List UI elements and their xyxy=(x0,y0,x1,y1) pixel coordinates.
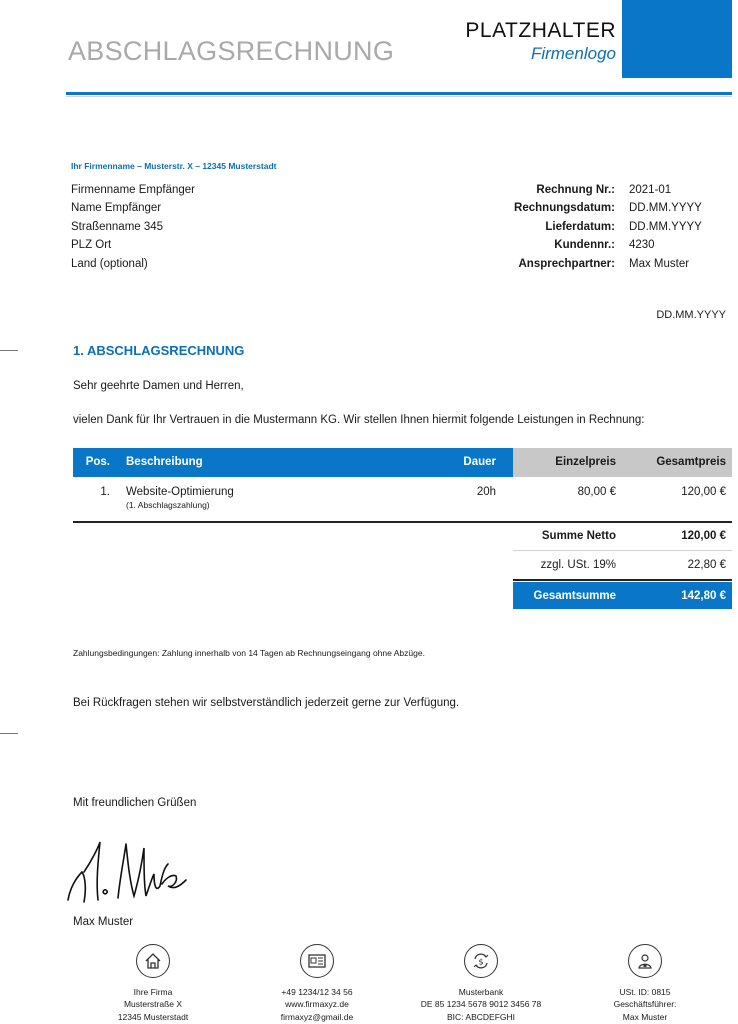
grand-total-bar xyxy=(513,582,732,609)
meta-value: Max Muster xyxy=(629,257,690,270)
total-label: Gesamtsumme xyxy=(533,589,616,602)
footer-line: www.firmaxyz.de xyxy=(285,999,349,1010)
meta-value: 4230 xyxy=(629,239,655,252)
meta-value: 2021-01 xyxy=(629,184,672,196)
invoice-heading: 1. ABSCHLAGSRECHNUNG xyxy=(73,343,245,358)
row-description-note: (1. Abschlagszahlung) xyxy=(126,500,210,510)
footer-line: Musterbank xyxy=(458,987,504,997)
meta-label: Rechnungsdatum: xyxy=(514,202,615,215)
recipient-line: Firmenname Empfänger xyxy=(71,184,195,196)
table-row xyxy=(73,477,732,511)
header-pos: Pos. xyxy=(73,448,118,477)
header-rule xyxy=(66,92,732,95)
tax-label: zzgl. USt. 19% xyxy=(540,559,616,571)
footer-line: Geschäftsführer: xyxy=(613,999,677,1010)
logo-sub-text: Firmenlogo xyxy=(530,44,616,63)
meta-label: Rechnung Nr.: xyxy=(536,184,615,196)
logo-color-block xyxy=(622,0,732,78)
footer-contact xyxy=(232,944,402,1023)
footer-line: 12345 Musterstadt xyxy=(117,1011,189,1022)
company-logo xyxy=(465,18,616,64)
summary-total-rule xyxy=(513,579,732,581)
summary-net-row xyxy=(513,530,732,542)
closing-note: Bei Rückfragen stehen wir selbstverständlich jederzeit gerne zur Verfügung. xyxy=(73,697,460,709)
recipient-line: PLZ Ort xyxy=(71,239,112,252)
row-duration: 20h xyxy=(476,486,496,498)
net-value: 120,00 € xyxy=(681,530,726,542)
recipient-line: Name Empfänger xyxy=(71,202,162,215)
meta-value: DD.MM.YYYY xyxy=(629,220,702,233)
header-description-label: Beschreibung xyxy=(126,456,203,468)
meta-label: Lieferdatum: xyxy=(545,220,615,233)
meta-row-invoice-number xyxy=(470,181,702,199)
svg-text:$: $ xyxy=(478,957,484,967)
meta-row-customer-number xyxy=(470,236,702,254)
footer-line: Ihre Firma xyxy=(133,987,173,997)
meta-label: Kundennr.: xyxy=(554,239,615,252)
footer-line: +49 1234/12 34 56 xyxy=(281,987,353,997)
closing-regards: Mit freundlichen Grüßen xyxy=(73,797,197,809)
payment-terms: Zahlungsbedingungen: Zahlung innerhalb von 14 Tagen ab Rechnungseingang ohne Abzüge. xyxy=(73,648,425,658)
footer-line: firmaxyz@gmail.de xyxy=(280,1011,354,1022)
header-description xyxy=(118,448,438,477)
recipient-line: Straßenname 345 xyxy=(71,220,164,233)
signature-name: Max Muster xyxy=(73,916,134,928)
logo-main-text: PLATZHALTER xyxy=(465,19,616,42)
footer-company xyxy=(68,944,238,1023)
meta-value: DD.MM.YYYY xyxy=(629,202,702,215)
recipient-line: Land (optional) xyxy=(71,257,148,270)
table-header xyxy=(73,448,732,477)
intro-text: vielen Dank für Ihr Vertrauen in die Mustermann KG. Wir stellen Ihnen hiermit folgende Leistungen in Rechnung: xyxy=(73,414,645,426)
meta-label: Ansprechpartner: xyxy=(518,257,615,270)
place-date: DD.MM.YYYY xyxy=(656,309,726,321)
person-badge-icon xyxy=(628,944,662,978)
summary-divider xyxy=(513,550,732,551)
row-total-price: 120,00 € xyxy=(681,486,726,498)
meta-row-delivery-date xyxy=(470,218,702,236)
fold-mark xyxy=(0,733,18,734)
net-label: Summe Netto xyxy=(541,530,616,542)
header-total-price: Gesamtpreis xyxy=(616,448,732,477)
items-table xyxy=(73,448,732,511)
footer-line: USt. ID: 0815 xyxy=(619,987,671,997)
meta-row-invoice-date xyxy=(470,199,702,217)
header-rule-shadow xyxy=(66,96,732,97)
salutation: Sehr geehrte Damen und Herren, xyxy=(73,380,244,392)
document-title: ABSCHLAGSRECHNUNG xyxy=(68,36,395,66)
row-description-text: Website-Optimierung xyxy=(126,486,234,498)
money-exchange-icon xyxy=(464,944,498,978)
footer-line: BIC: ABCDEFGHI xyxy=(446,1011,515,1022)
footer-bank xyxy=(396,944,566,1023)
recipient-address xyxy=(71,181,195,273)
row-pos: 1. xyxy=(100,486,110,498)
sender-line: Ihr Firmenname – Musterstr. X – 12345 Musterstadt xyxy=(71,161,277,171)
header-duration: Dauer xyxy=(438,448,513,477)
row-unit-price: 80,00 € xyxy=(577,486,616,498)
row-description xyxy=(118,486,438,511)
footer-line: Musterstraße X xyxy=(123,999,183,1010)
house-icon xyxy=(136,944,170,978)
fold-mark xyxy=(0,350,18,351)
footer-legal xyxy=(560,944,730,1023)
meta-row-contact-person xyxy=(470,255,702,273)
contact-card-icon xyxy=(300,944,334,978)
tax-value: 22,80 € xyxy=(687,559,726,571)
table-bottom-rule xyxy=(73,521,732,523)
summary-tax-row xyxy=(513,559,732,571)
total-value: 142,80 € xyxy=(681,589,726,602)
invoice-meta xyxy=(470,181,702,273)
header-unit-price: Einzelpreis xyxy=(513,448,616,477)
footer-line: Max Muster xyxy=(622,1011,668,1022)
footer-line: DE 85 1234 5678 9012 3456 78 xyxy=(420,999,542,1010)
handwritten-signature xyxy=(62,838,192,908)
